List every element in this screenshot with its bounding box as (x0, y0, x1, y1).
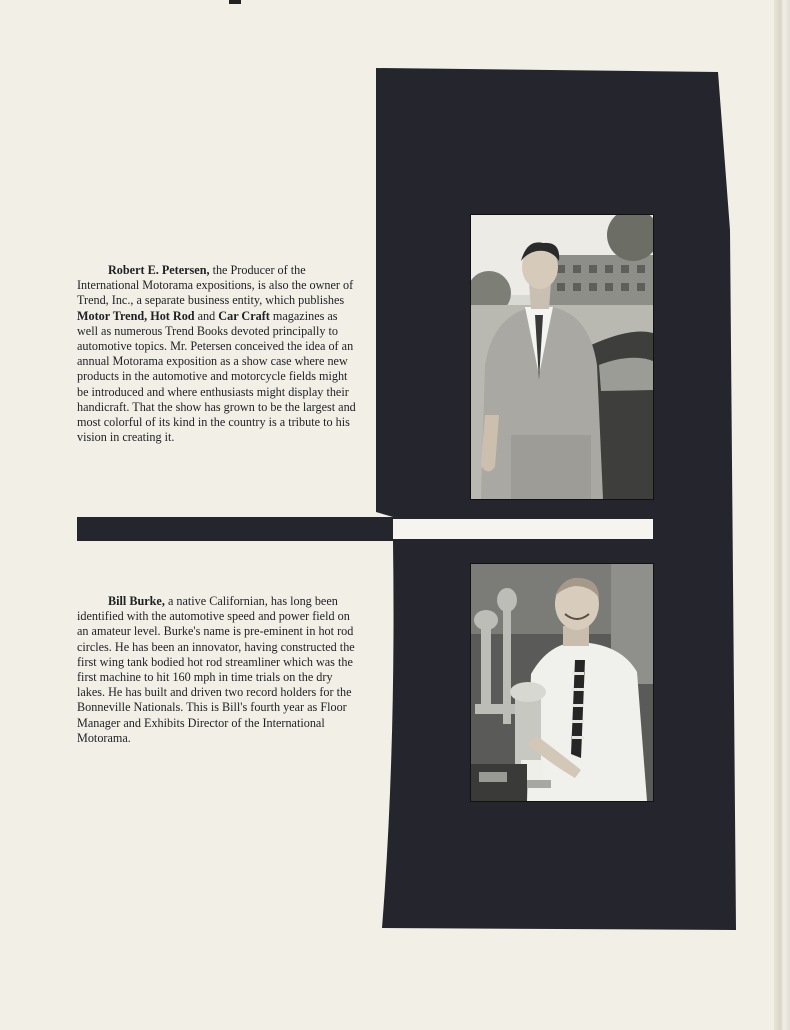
bio-petersen-and: and (194, 308, 219, 323)
divider-gap (393, 519, 653, 539)
bio-petersen-intro: the Producer of the International Motorama expositions, is also the owner of Trend, Inc., a separate business entity, which publishes (77, 263, 354, 308)
bio-petersen-name: Robert E. Petersen, (108, 263, 210, 277)
photo-petersen (470, 214, 654, 500)
bio-petersen-magazines-b: Car Craft (218, 308, 270, 323)
burke-trophies-image (471, 564, 653, 801)
bio-petersen-magazines-a: Motor Trend, Hot Rod (77, 308, 195, 323)
bio-burke-rest: a native Californian, has long been identified with the automotive speed and power field on an amateur level. Burke's name is pre-eminent in hot rod circles. He has been an innovator, having constructed the first wing tank bodied hot rod streamliner which was the first machine to hit 160 mph in time trials on the dry lakes. He has built and driven two record holders for the Bonneville Nationals. This is Bill's fourth year as Floor Manager and Exhibits Director of the International Motorama. (77, 594, 355, 745)
petersen-portrait-image (471, 215, 653, 499)
photo-burke (470, 563, 654, 802)
bio-petersen (77, 263, 359, 445)
bio-burke (77, 594, 362, 746)
bio-petersen-rest: magazines as well as numerous Trend Books devoted principally to automotive topics. Mr. Petersen conceived the idea of an annual Motorama exposition as a show case where new products in the automotive and motorcycle fields might be introduced and where enthusiasts might display their handicraft. That the show has grown to be the largest and most colorful of its kind in the country is a tribute to his vision in creating it. (77, 308, 356, 445)
bio-burke-name: Bill Burke, (108, 594, 165, 608)
divider-bar (77, 517, 393, 541)
